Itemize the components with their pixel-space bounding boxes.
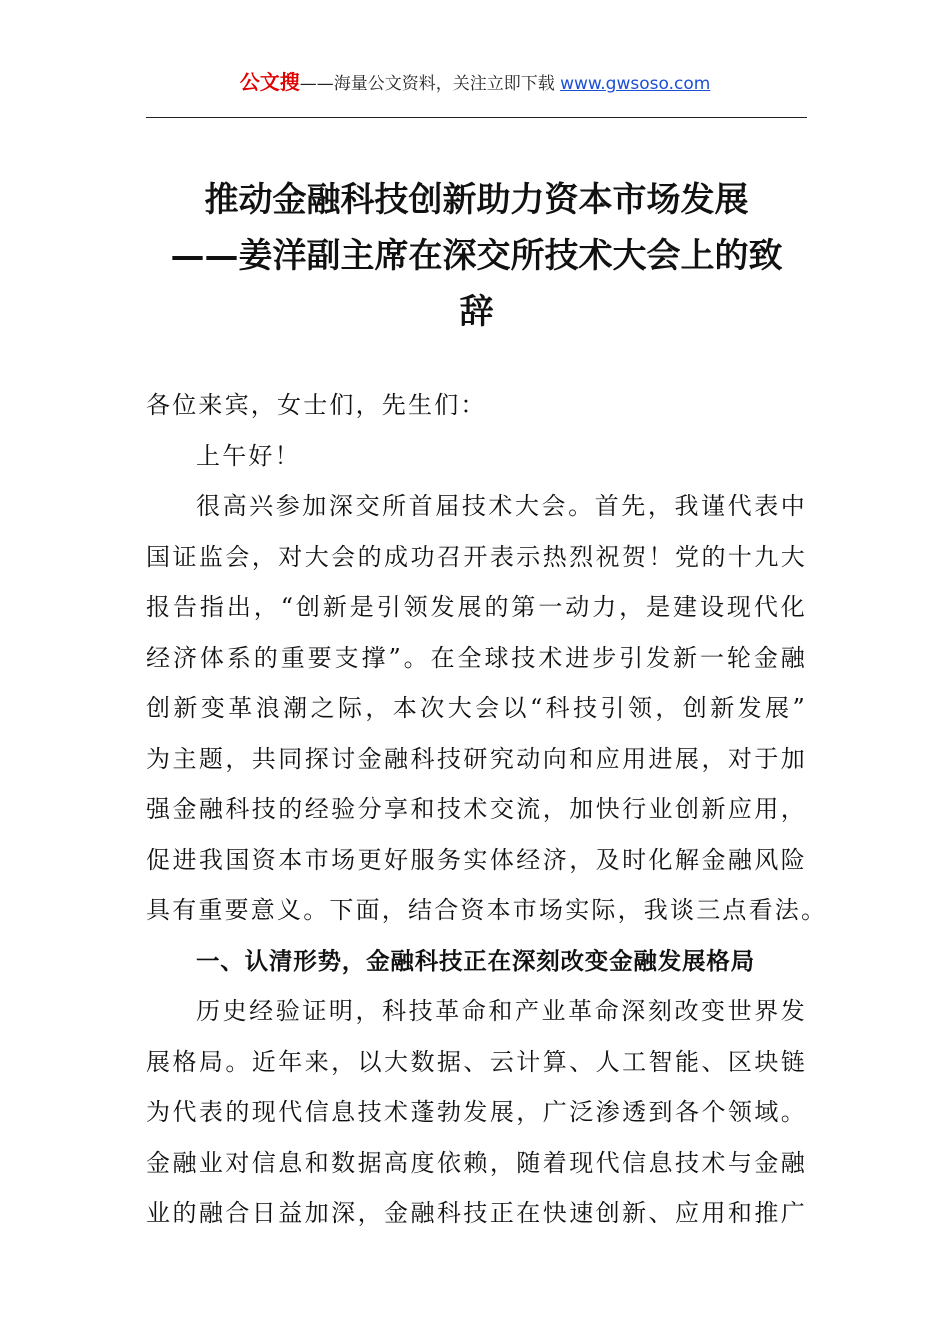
paragraph-line: 报告指出，“创新是引领发展的第一动力，是建设现代化	[146, 593, 807, 621]
paragraph-line: 创新变革浪潮之际，本次大会以“科技引领，创新发展”	[146, 694, 807, 722]
paragraph-line: 强金融科技的经验分享和技术交流，加快行业创新应用，	[146, 795, 807, 823]
document-title	[146, 172, 807, 340]
greeting: 上午好！	[196, 441, 301, 470]
paragraph-line: 促进我国资本市场更好服务实体经济，及时化解金融风险	[146, 845, 807, 874]
paragraph-2	[146, 986, 807, 1239]
paragraph-line: 展格局。近年来，以大数据、云计算、人工智能、区块链	[146, 1047, 807, 1076]
website-link[interactable]: www.gwsoso.com	[560, 74, 711, 94]
paragraph-line: 为主题，共同探讨金融科技研究动向和应用进展，对于加	[146, 744, 807, 773]
paragraph-1	[146, 481, 828, 936]
title-line-2: ——姜洋副主席在深交所技术大会上的致	[170, 236, 783, 276]
document-body	[146, 380, 828, 1239]
header-divider	[146, 117, 807, 118]
title-line-1: 推动金融科技创新助力资本市场发展	[204, 180, 749, 220]
paragraph-line: 历史经验证明，科技革命和产业革命深刻改变世界发	[196, 997, 807, 1025]
title-line-3: 辞	[459, 292, 494, 332]
salutation: 各位来宾，女士们，先生们：	[146, 391, 487, 419]
brand-name: 公文搜	[239, 70, 300, 94]
paragraph-line: 为代表的现代信息技术蓬勃发展，广泛渗透到各个领域。	[146, 1098, 807, 1126]
paragraph-line: 很高兴参加深交所首届技术大会。首先，我谨代表中	[196, 492, 807, 520]
section-heading-1: 一、认清形势，金融科技正在深刻改变金融发展格局	[196, 946, 755, 975]
paragraph-line: 具有重要意义。下面，结合资本市场实际，我谈三点看法。	[146, 896, 828, 924]
paragraph-line: 国证监会，对大会的成功召开表示热烈祝贺！党的十九大	[146, 542, 807, 571]
paragraph-line: 经济体系的重要支撑”。在全球技术进步引发新一轮金融	[146, 643, 807, 672]
header-tagline: ——海量公文资料，关注立即下载	[299, 74, 561, 94]
paragraph-line: 金融业对信息和数据高度依赖，随着现代信息技术与金融	[146, 1148, 807, 1177]
paragraph-line: 业的融合日益加深，金融科技正在快速创新、应用和推广	[146, 1199, 807, 1227]
document-header	[0, 70, 950, 96]
